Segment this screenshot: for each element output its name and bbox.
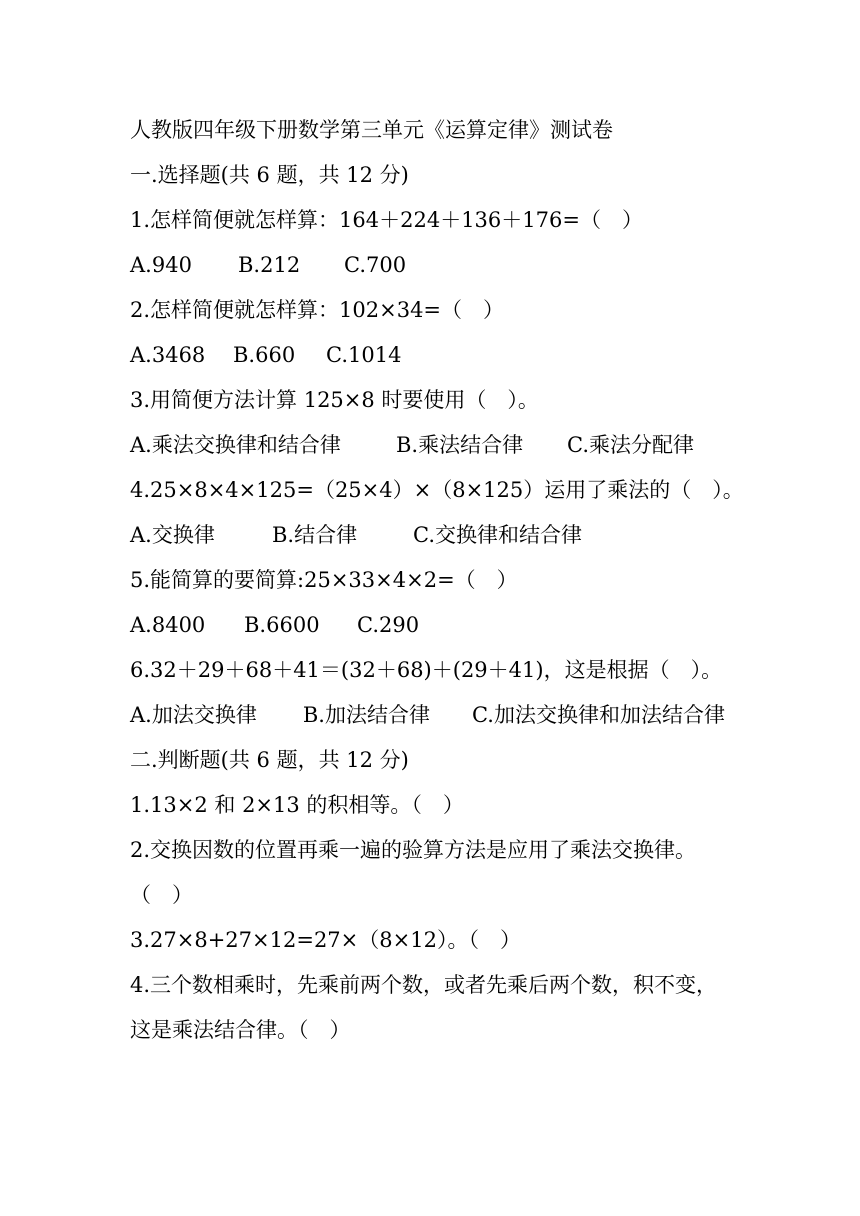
option-b: B.结合律 xyxy=(272,523,358,547)
option-b: B.660 xyxy=(233,343,296,367)
question-stem: 2.怎样简便就怎样算：102×34=（ ） xyxy=(130,298,505,322)
question-stem: 1.怎样简便就怎样算：164＋224＋136＋176=（ ） xyxy=(130,208,643,232)
question-stem: 3.用简便方法计算 125×8 时要使用（ ）。 xyxy=(130,388,539,412)
judge-question: 1.13×2 和 2×13 的积相等。（ ） xyxy=(130,793,464,817)
option-c: C.700 xyxy=(344,253,407,277)
judge-question: 2.交换因数的位置再乘一遍的验算方法是应用了乘法交换律。（ ） xyxy=(130,838,697,907)
question-options xyxy=(130,603,740,648)
option-c: C.290 xyxy=(357,613,420,637)
option-a: A.3468 xyxy=(130,343,206,367)
document-title: 人教版四年级下册数学第三单元《运算定律》测试卷 xyxy=(130,118,613,142)
option-b: B.212 xyxy=(238,253,301,277)
option-c: C.交换律和结合律 xyxy=(413,523,582,547)
option-b: B.乘法结合律 xyxy=(396,433,524,457)
question-options xyxy=(130,333,740,378)
section-heading-judge: 二.判断题(共 6 题，共 12 分) xyxy=(130,748,409,772)
option-c: C.加法交换律和加法结合律 xyxy=(471,703,725,727)
section-heading-choice: 一.选择题(共 6 题，共 12 分) xyxy=(130,163,409,187)
option-a: A.加法交换律 xyxy=(130,703,257,727)
question-options xyxy=(130,243,740,288)
judge-question: 4.三个数相乘时，先乘前两个数，或者先乘后两个数，积不变，这是乘法结合律。（ ） xyxy=(130,973,718,1042)
option-c: C.1014 xyxy=(326,343,402,367)
option-a: A.8400 xyxy=(130,613,206,637)
document-content xyxy=(130,108,744,1053)
question-options-wrapped xyxy=(130,693,736,738)
option-a: A.交换律 xyxy=(130,523,215,547)
question-stem: 4.25×8×4×125=（25×4）×（8×125）运用了乘法的（ ）。 xyxy=(130,478,744,502)
option-c: C.乘法分配律 xyxy=(567,433,694,457)
question-stem: 5.能简算的要简算:25×33×4×2=（ ） xyxy=(130,568,518,592)
option-a: A.940 xyxy=(130,253,192,277)
option-b: B.加法结合律 xyxy=(302,703,430,727)
judge-question: 3.27×8+27×12=27×（8×12）。（ ） xyxy=(130,928,521,952)
option-a: A.乘法交换律和结合律 xyxy=(130,433,341,457)
question-options xyxy=(130,423,740,468)
question-stem: 6.32＋29＋68＋41＝(32＋68)＋(29＋41)，这是根据（ ）。 xyxy=(130,658,723,682)
question-options xyxy=(130,513,740,558)
option-b: B.6600 xyxy=(244,613,320,637)
